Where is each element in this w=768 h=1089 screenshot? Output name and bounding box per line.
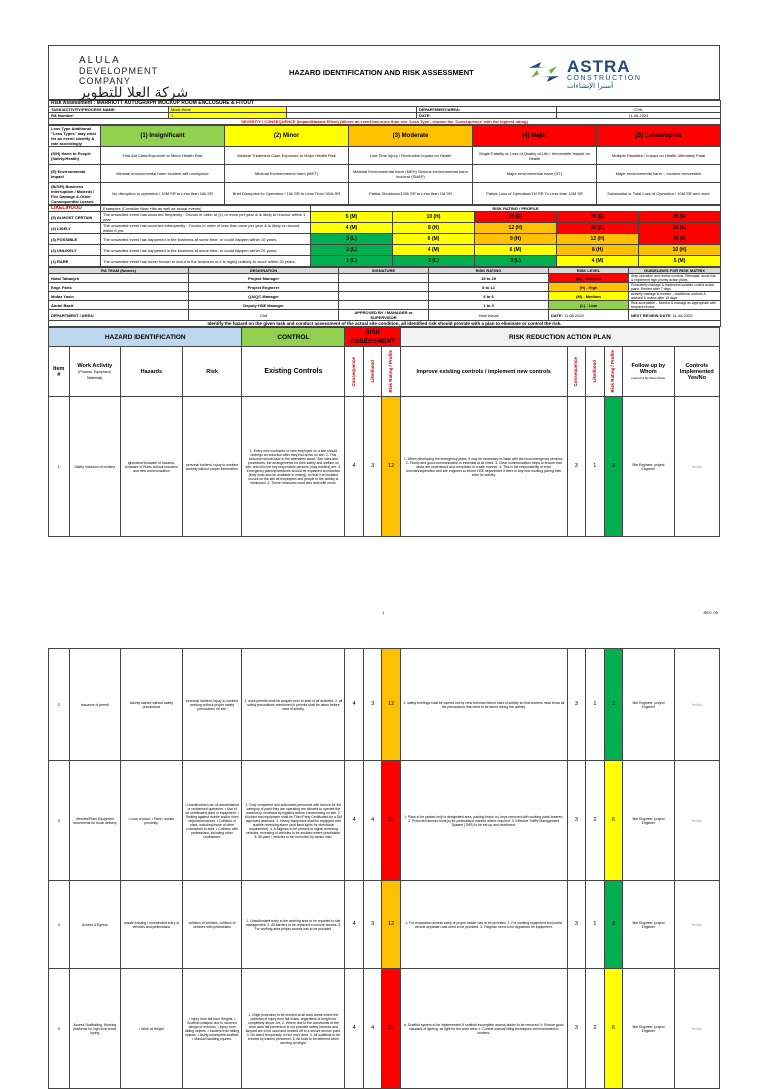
date-label: DATE: bbox=[417, 113, 557, 119]
row-follow-up: Site Engineer, project Engineer bbox=[623, 761, 674, 881]
row-residual-rating: 3 bbox=[604, 649, 623, 761]
risk-matrix-cell: 2 (L) bbox=[393, 256, 475, 267]
row-existing-controls: 1- Every new contractor or new employee on a site should undergo an induction after they first arrive on site. 2- This induction should take in the attendees about, Site rules and procedures, the arrangements for their safety and welfare on site, and who the key responsible persons (duty holders) are. 3- Emergency plans/procedures should be explained at induction (they must also be available in writing), so that if an incident occurs on the site all employees and people in the activity is minimised. 4- These measures must also deal with minor. bbox=[242, 397, 345, 537]
col-likelihood: Likelihood bbox=[369, 360, 375, 383]
ra-number-label: RA Number: bbox=[49, 113, 169, 119]
row-risk: personal incident, injury to workers working without proper safety precautions on site. bbox=[182, 649, 242, 761]
col-activity-sub: (Process, Equipment, Materials) bbox=[78, 369, 112, 380]
info-table bbox=[48, 100, 721, 125]
risk-matrix-cell: 5 (M) bbox=[311, 212, 393, 223]
row-existing-controls: 1. Unauthorised entry in the working area to be reported to site management. 2- All barriers to be replaced to ensure access. 3- For working area proper access has to be provided. bbox=[242, 881, 345, 969]
severity-cell: Partial Loss of Operation/1M SR To Less than 10M SR bbox=[473, 183, 597, 205]
col-likelihood-2: Likelihood bbox=[591, 360, 597, 383]
likelihood-row bbox=[49, 234, 721, 245]
row-implemented[interactable]: Yes/No bbox=[674, 761, 719, 881]
footer-date-value: 11.08.2024 bbox=[564, 312, 584, 318]
risk-level: (L) - Low bbox=[549, 301, 629, 310]
row-implemented[interactable]: Yes/No bbox=[674, 397, 719, 537]
team-row bbox=[49, 292, 721, 301]
row-risk: collision of vehicles, collision of vehicles with pedestrians bbox=[182, 881, 242, 969]
astra-logo bbox=[527, 58, 667, 90]
risk-rating-range: 15 to 25 bbox=[429, 274, 549, 283]
col-activity: Work Activity bbox=[77, 362, 113, 369]
severity-cell: Brief Disruption to Operation / 10k SR to Less Than 100k SR bbox=[225, 183, 349, 205]
likelihood-desc: The unwanted event has occurred frequently : Occurs in order of (1) or more per year & is likely to reoccur within 1 year bbox=[101, 212, 311, 223]
risk-matrix-cell: 20 (E) bbox=[557, 212, 639, 223]
team-member-signature[interactable] bbox=[339, 292, 429, 301]
severity-cell: Medical Treatment Case Exposure to Major Health Risk bbox=[225, 147, 349, 165]
approved-by-label: APPROVED BY / MANAGER or SUPERVISOR bbox=[339, 310, 429, 321]
assessment-table-continued bbox=[48, 648, 720, 1089]
team-member-name: Motaz Yasin bbox=[49, 292, 189, 301]
astra-name: ASTRA bbox=[567, 57, 631, 76]
date-value[interactable]: 11.08.2024 bbox=[557, 113, 721, 119]
col-risk: Risk bbox=[182, 347, 242, 397]
row-consequence: 4 bbox=[345, 397, 364, 537]
risk-matrix-cell: 9 (H) bbox=[475, 234, 557, 245]
row-implemented[interactable]: Yes/No bbox=[674, 881, 719, 969]
row-residual-rating: 3 bbox=[604, 397, 623, 537]
severity-table bbox=[48, 125, 721, 205]
row-residual-likelihood: 2 bbox=[586, 761, 605, 881]
team-member-signature[interactable] bbox=[339, 283, 429, 292]
row-residual-likelihood: 1 bbox=[586, 649, 605, 761]
loss-type-label: (E) Environmental Impact bbox=[49, 165, 101, 183]
row-improve-controls: 1- safety briefings shall be carried out by crew foreman before start of activity so that workers must know all the precautions that need to be taken during the activity. bbox=[400, 649, 567, 761]
risk-matrix-cell: 20 (E) bbox=[639, 223, 721, 234]
severity-cell: Single Fatality or Loss of Quality of Life / Irreversible Impact on Health bbox=[473, 147, 597, 165]
row-residual-likelihood: 1 bbox=[586, 881, 605, 969]
astra-arabic: أسترا الإنشاءات bbox=[567, 82, 614, 90]
row-activity: Vehicles/Plant Equipment movements for block delivery bbox=[69, 761, 120, 881]
severity-cell: Major environmental harm – Incident Irreversible bbox=[597, 165, 721, 183]
row-risk: • Injury from fall from Heights. • Scaffold collapse due to incorrect design or erection. • Injury from falling objects. • Incident from falling objects. • Using incomplete scaffold. • Manual handling injuries. bbox=[182, 969, 242, 1089]
team-member-designation: Project Engineer bbox=[189, 283, 339, 292]
row-implemented[interactable]: Yes/No bbox=[674, 969, 719, 1089]
row-improve-controls: 1. Plant to be parked only in designated area, parking brake on, keys removed with working parts lowered. 2. Protected access route(s) for pedestrians marked where required. 3. Effective Traffic Management System (TMS) to be set up and monitored. bbox=[400, 761, 567, 881]
row-risk-rating: 12 bbox=[382, 881, 401, 969]
form-page-2 bbox=[48, 648, 720, 1045]
team-member-signature[interactable] bbox=[339, 274, 429, 283]
likelihood-desc: The unwanted event has happened in the business at some time: or could happen within 20 years. bbox=[101, 245, 311, 256]
section-risk-assessment: RISK ASSESSMENT bbox=[345, 328, 401, 347]
risk-matrix-cell: 2 (L) bbox=[311, 245, 393, 256]
col-existing-controls: Existing Controls bbox=[242, 347, 345, 397]
row-residual-consequence: 3 bbox=[567, 969, 586, 1089]
row-risk: • Unauthorised use of unmaintained or unlicensed operators. • Use of un-certificated plant or equipment. • Striking against mobile and/or fixed objects/structures. • Collision of plant, including those of other contractors in area. • Collision with pedestrians, including other contractors. bbox=[182, 761, 242, 881]
assessment-table bbox=[48, 327, 720, 537]
section-hazard-identification: HAZARD IDENTIFICATION bbox=[49, 328, 242, 347]
row-hazards: • Work at Height bbox=[121, 969, 183, 1089]
col-item: Item # bbox=[49, 347, 70, 397]
row-likelihood: 4 bbox=[363, 969, 382, 1089]
risk-level: (E) - Extreme bbox=[549, 274, 629, 283]
row-likelihood: 3 bbox=[363, 397, 382, 537]
row-consequence: 4 bbox=[345, 881, 364, 969]
row-risk-rating: 12 bbox=[382, 397, 401, 537]
risk-rating-title: RISK RATING / PROFILE bbox=[311, 206, 721, 212]
loss-type-label: (B/S/R) Business Interruption / Material / Fire Damage & Other Consequential Losses bbox=[49, 183, 101, 205]
document-title: HAZARD IDENTIFICATION AND RISK ASSESSMENT bbox=[289, 68, 474, 77]
row-residual-consequence: 3 bbox=[567, 881, 586, 969]
row-hazards: • Loss of plant. • Plant / worker proximity. bbox=[121, 761, 183, 881]
dept-value[interactable]: CIVIL bbox=[557, 107, 721, 113]
team-member-name: Nidal Tabanjeh bbox=[49, 274, 189, 283]
form-page-1 bbox=[48, 45, 720, 615]
risk-matrix-cell: 4 (M) bbox=[393, 245, 475, 256]
row-existing-controls: 1. Only competent and authorised personnel with licence for the category of plant they are operating are allowed to operate the machinery, reviewed by logistics before commencing on site. 2. All plant and equipment shall be Third Party Certificated by a DM approved assessor. 3. Heavy equipment shall be equipped with audible reversing alarm (and flash lights for directional requirement). 4. A flagman to be present to signal reversing vehicles, reversing of vehicles to be avoided where practicable. 5. All plant / vehicles to be controlled by banks man. bbox=[242, 761, 345, 881]
astra-mark-icon bbox=[527, 60, 561, 84]
task-value[interactable]: Mock Work bbox=[169, 107, 287, 113]
team-row bbox=[49, 274, 721, 283]
severity-cell: Multiple Fatalities / Impact on Health Ultimately Fatal bbox=[597, 147, 721, 165]
risk-rating-range: 1 to 3 bbox=[429, 301, 549, 310]
risk-matrix-cell: 3 (L) bbox=[311, 234, 393, 245]
footer-dept-label: DEPARTMENT / AREA: bbox=[49, 310, 189, 321]
likelihood-row bbox=[49, 256, 721, 267]
row-follow-up: Site Engineer, project Engineer bbox=[623, 969, 674, 1089]
row-follow-up: Site Engineer, project Engineer bbox=[623, 881, 674, 969]
risk-guideline: Risk acceptable – Monitor & manage as appropriate with frequent review. bbox=[629, 301, 721, 310]
risk-rating-range: 8 to 12 bbox=[429, 283, 549, 292]
risk-matrix-cell: 4 (M) bbox=[311, 223, 393, 234]
row-item-number: 3 bbox=[49, 761, 70, 881]
risk-matrix-cell: 8 (H) bbox=[557, 245, 639, 256]
row-activity: Access & Egress bbox=[69, 881, 120, 969]
severity-level-4: (4) Major bbox=[473, 126, 597, 147]
logo-arabic: شركة العلا للتطوير bbox=[79, 85, 189, 101]
team-member-signature[interactable] bbox=[339, 301, 429, 310]
row-follow-up: Site Engineer, project Engineer bbox=[623, 649, 674, 761]
risk-matrix-cell: 3 (L) bbox=[475, 256, 557, 267]
risk-matrix-cell: 12 (H) bbox=[557, 234, 639, 245]
likelihood-label: (1) RARE bbox=[49, 256, 101, 267]
row-residual-rating: 6 bbox=[604, 761, 623, 881]
likelihood-desc: The unwanted event has happened in the business at some time: or could happen within 10 years. bbox=[101, 234, 311, 245]
likelihood-row bbox=[49, 223, 721, 234]
risk-matrix-cell: 5 (M) bbox=[639, 256, 721, 267]
severity-cell: Lost Time Injury / Reversible Impact on Health bbox=[349, 147, 473, 165]
severity-cell: Major environmental harm (ST) bbox=[473, 165, 597, 183]
row-item-number: 4 bbox=[49, 881, 70, 969]
risk-matrix-cell: 12 (H) bbox=[475, 223, 557, 234]
section-risk-reduction: RISK REDUCTION ACTION PLAN bbox=[400, 328, 719, 347]
row-consequence: 4 bbox=[345, 761, 364, 881]
row-item-number: 2 bbox=[49, 649, 70, 761]
risk-matrix-cell: 1 (L) bbox=[311, 256, 393, 267]
col-risk-rating: Risk Rating / Profile bbox=[388, 350, 394, 393]
section-control: CONTROL bbox=[242, 328, 345, 347]
team-header: GUIDELINES FOR RISK MATRIX bbox=[629, 268, 721, 274]
likelihood-row bbox=[49, 245, 721, 256]
footer-date-label: DATE: bbox=[551, 312, 563, 318]
severity-cell: Partial Shutdown/100k SR to Less than 1M SR bbox=[349, 183, 473, 205]
severity-cell: Material Environmental harm (MEH) Serious environmental harm incident (SNAP) bbox=[349, 165, 473, 183]
col-follow-up-sub: (named & By When Date) bbox=[631, 375, 666, 380]
team-member-name: Engr. Faris bbox=[49, 283, 189, 292]
team-header: DESIGNATION bbox=[189, 268, 339, 274]
row-improve-controls: a. Scaffold system to be implemented. If scaffold incomplete access ladder to be removed. b. Ensure good standard of lighting, as light for the work area. c. Correct manual lifting techniques communicated to workers. bbox=[400, 969, 567, 1089]
risk-matrix-cell: 6 (M) bbox=[475, 245, 557, 256]
risk-guideline: Proactively manage & implement suitable control action plans. Review after 7 days. bbox=[629, 283, 721, 292]
loss-type-intro: Loss Type Additional "Loss Types" may exist for an event: identify & rate accordingly bbox=[49, 126, 101, 147]
risk-guideline: Actively manage & monitor – Additional controls & advised & review after 15 days bbox=[629, 292, 721, 301]
assessment-row bbox=[49, 969, 720, 1089]
row-consequence: 4 bbox=[345, 649, 364, 761]
ra-number-value[interactable]: 1 bbox=[169, 113, 287, 119]
risk-assessment-name: Risk Assessment : MARRIOTT AUTOGRAPH MOCKUP ROOM ENCLOSURE & FITOUT bbox=[49, 101, 721, 107]
risk-guideline: Stop operation and review controls. Reinstate, avoid risk & implement high priority action plans. bbox=[629, 274, 721, 283]
row-residual-rating: 3 bbox=[604, 881, 623, 969]
likelihood-label: (3) POSSIBLE bbox=[49, 234, 101, 245]
team-member-designation: Deputy HSE Manager bbox=[189, 301, 339, 310]
severity-level-1: (1) Insignificant bbox=[101, 126, 225, 147]
team-row bbox=[49, 301, 721, 310]
row-residual-likelihood: 2 bbox=[586, 969, 605, 1089]
loss-type-label: (S/H) Harm to People (Safety/Health) bbox=[49, 147, 101, 165]
col-improve-controls: Improve existing controls / implement new controls bbox=[400, 347, 567, 397]
likelihood-desc: The unwanted event has never known to occur in the business or it is highly unlikely to occur within 20 years. bbox=[101, 256, 311, 267]
team-member-name: Abdul Basit bbox=[49, 301, 189, 310]
row-existing-controls: 1. Edge protection to be erected at all work areas where the potential of injury from fall exists, regardless of height but completely above 2m. 2. Where due to the constraints of the work area fall prevention is not possible safety harness and lanyard are to be used and hooked off to a secure anchor point. 3. No stand temporarily on the work area. 4. All scaffolds to be erected by trained personnel. 5. All tools to be tethered when working at height. bbox=[242, 969, 345, 1089]
severity-level-5: (5) Catastrophic bbox=[597, 126, 721, 147]
assessment-row bbox=[49, 397, 720, 537]
assessment-row bbox=[49, 761, 720, 881]
likelihood-row bbox=[49, 212, 721, 223]
col-risk-rating-2: Risk Rating / Profile bbox=[610, 350, 616, 393]
risk-level: (M) - Medium bbox=[549, 292, 629, 301]
instruction-text: Identify the hazard on the given task and conduct assessment of the actual site condition, all identified risk should provide with a plan to eliminate or control the risk. bbox=[49, 321, 721, 327]
team-header: SIGNATURE bbox=[339, 268, 429, 274]
row-consequence: 4 bbox=[345, 969, 364, 1089]
row-risk-rating: 12 bbox=[382, 649, 401, 761]
row-implemented[interactable]: Yes/No bbox=[674, 649, 719, 761]
team-header: RISK LEVEL bbox=[549, 268, 629, 274]
row-hazards: Ignorance/Unaware of hazards, Unaware of Rules without induction and new communication bbox=[121, 397, 183, 537]
col-consequence: Consequence bbox=[351, 356, 357, 387]
assessment-row bbox=[49, 881, 720, 969]
severity-level-3: (3) Moderate bbox=[349, 126, 473, 147]
next-review-value: 11.08.2025 bbox=[672, 312, 693, 318]
row-activity: Safety Induction of workers bbox=[69, 397, 120, 537]
next-review-label: NEXT REVIEW DATE: bbox=[631, 312, 672, 318]
row-residual-consequence: 3 bbox=[567, 761, 586, 881]
row-likelihood: 3 bbox=[363, 649, 382, 761]
risk-matrix-cell: 16 (E) bbox=[557, 223, 639, 234]
row-residual-rating: 6 bbox=[604, 969, 623, 1089]
severity-cell: Minimal Environmental harm (MET) bbox=[225, 165, 349, 183]
team-row bbox=[49, 283, 721, 292]
risk-matrix-cell: 6 (M) bbox=[393, 234, 475, 245]
row-risk: personal incident, injury to workers working without proper information. bbox=[182, 397, 242, 537]
col-implemented: Controls Implemented Yes/No bbox=[674, 347, 719, 397]
assessment-row bbox=[49, 649, 720, 761]
likelihood-label: (4) LIKELY bbox=[49, 223, 101, 234]
likelihood-table bbox=[48, 205, 721, 267]
severity-cell: First Aid Case/Exposure to Minor Health Risk bbox=[101, 147, 225, 165]
severity-cell: Substantial or Total Loss of Operation / 10M SR and more bbox=[597, 183, 721, 205]
row-activity: Issuance of permit bbox=[69, 649, 120, 761]
dept-label: DEPARTMENT/AREA: bbox=[417, 107, 557, 113]
severity-cell: No disruption to operation / 10M SR to Less than 10k SR bbox=[101, 183, 225, 205]
row-hazards: activity started without safety precautions bbox=[121, 649, 183, 761]
logo-line-1: ALULA bbox=[79, 55, 121, 66]
astra-sub: CONSTRUCTION bbox=[567, 75, 642, 82]
team-member-designation: QA/QC Manager bbox=[189, 292, 339, 301]
row-residual-consequence: 3 bbox=[567, 649, 586, 761]
risk-matrix-cell: 15 (E) bbox=[475, 212, 557, 223]
severity-note: SEVERITY / CONSEQUENCE (Impact/Hazard Effect) (Where an event has more than one 'Loss Type', choose the 'Consequence' with the highest rating) bbox=[49, 119, 721, 125]
approved-by-value: Hani Ismail bbox=[429, 310, 549, 321]
row-improve-controls: 1- For excavation access ramp or proper ladder has to be provided. 2- For working equipment and public vehicle separate road need to be provided. 3- Flagman need to be appointed for equipment. bbox=[400, 881, 567, 969]
likelihood-label: (5) ALMOST CERTAIN bbox=[49, 212, 101, 223]
risk-matrix-cell: 10 (H) bbox=[393, 212, 475, 223]
likelihood-title: LIKELIHOOD bbox=[49, 206, 101, 212]
risk-matrix-cell: 8 (H) bbox=[393, 223, 475, 234]
footer-dept-value: Civil bbox=[189, 310, 339, 321]
row-item-number: 5 bbox=[49, 969, 70, 1089]
team-header: RISK RATING bbox=[429, 268, 549, 274]
risk-matrix-cell: 15 (E) bbox=[639, 234, 721, 245]
risk-rating-range: 4 to 6 bbox=[429, 292, 549, 301]
row-residual-likelihood: 1 bbox=[586, 397, 605, 537]
col-consequence-2: Consequence bbox=[573, 356, 579, 387]
row-risk-rating: 16 bbox=[382, 969, 401, 1089]
revision: REV. 00 bbox=[703, 610, 718, 615]
row-hazards: unsafe existing / unrestricted entry of vehicles and pedestrians bbox=[121, 881, 183, 969]
row-follow-up: Site Engineer, project Engineer bbox=[623, 397, 674, 537]
page-number: 1 bbox=[382, 610, 385, 615]
team-header: RA TEAM (Names) bbox=[49, 268, 189, 274]
task-label: TASK/ACTIVITY/PROCESS NAME: bbox=[49, 107, 169, 113]
risk-level: (H) - High bbox=[549, 283, 629, 292]
col-hazards: Hazards bbox=[121, 347, 183, 397]
likelihood-note: Examples (Consider Near Hits as well as actual events) bbox=[101, 206, 311, 212]
row-residual-consequence: 3 bbox=[567, 397, 586, 537]
risk-matrix-cell: 25 (E) bbox=[639, 212, 721, 223]
team-table bbox=[48, 267, 721, 327]
alula-logo bbox=[79, 56, 209, 100]
logo-line-2: DEVELOPMENT COMPANY bbox=[79, 66, 158, 86]
severity-level-2: (2) Minor bbox=[225, 126, 349, 147]
form-header bbox=[48, 45, 720, 100]
team-member-designation: Project Manager bbox=[189, 274, 339, 283]
row-item-number: 1 bbox=[49, 397, 70, 537]
likelihood-label: (2) UNLIKELY bbox=[49, 245, 101, 256]
row-activity: Access Scaffolding, Working platforms for high level block laying bbox=[69, 969, 120, 1089]
risk-matrix-cell: 4 (M) bbox=[557, 256, 639, 267]
likelihood-desc: The unwanted event has occurred infrequently : Occurs in order of less than once per year & is likely to reoccur within 5 yrs. bbox=[101, 223, 311, 234]
row-risk-rating: 16 bbox=[382, 761, 401, 881]
row-existing-controls: 1. work permits shall be acquire prior to start of all activities. 2. all safety precautions mentioned in permits shall be taken before start of activity. bbox=[242, 649, 345, 761]
severity-cell: Minimal environmental harm incident with workplace bbox=[101, 165, 225, 183]
col-follow-up: Follow up by Whom bbox=[631, 362, 666, 375]
row-improve-controls: 1- When developing the emergency plans, it may be necessary to liaise with the local emergency services. 2- Timely and good communication is essential at all times. 3- Clear communication helps to ensure that tasks are understood and completed in a safe manner. 4- This is the responsibility of crew foreman/supervisor and site engineer to inform HSE department if there is any new working joining their crew for activity. bbox=[400, 397, 567, 537]
row-likelihood: 4 bbox=[363, 761, 382, 881]
risk-matrix-cell: 10 (H) bbox=[639, 245, 721, 256]
row-likelihood: 3 bbox=[363, 881, 382, 969]
